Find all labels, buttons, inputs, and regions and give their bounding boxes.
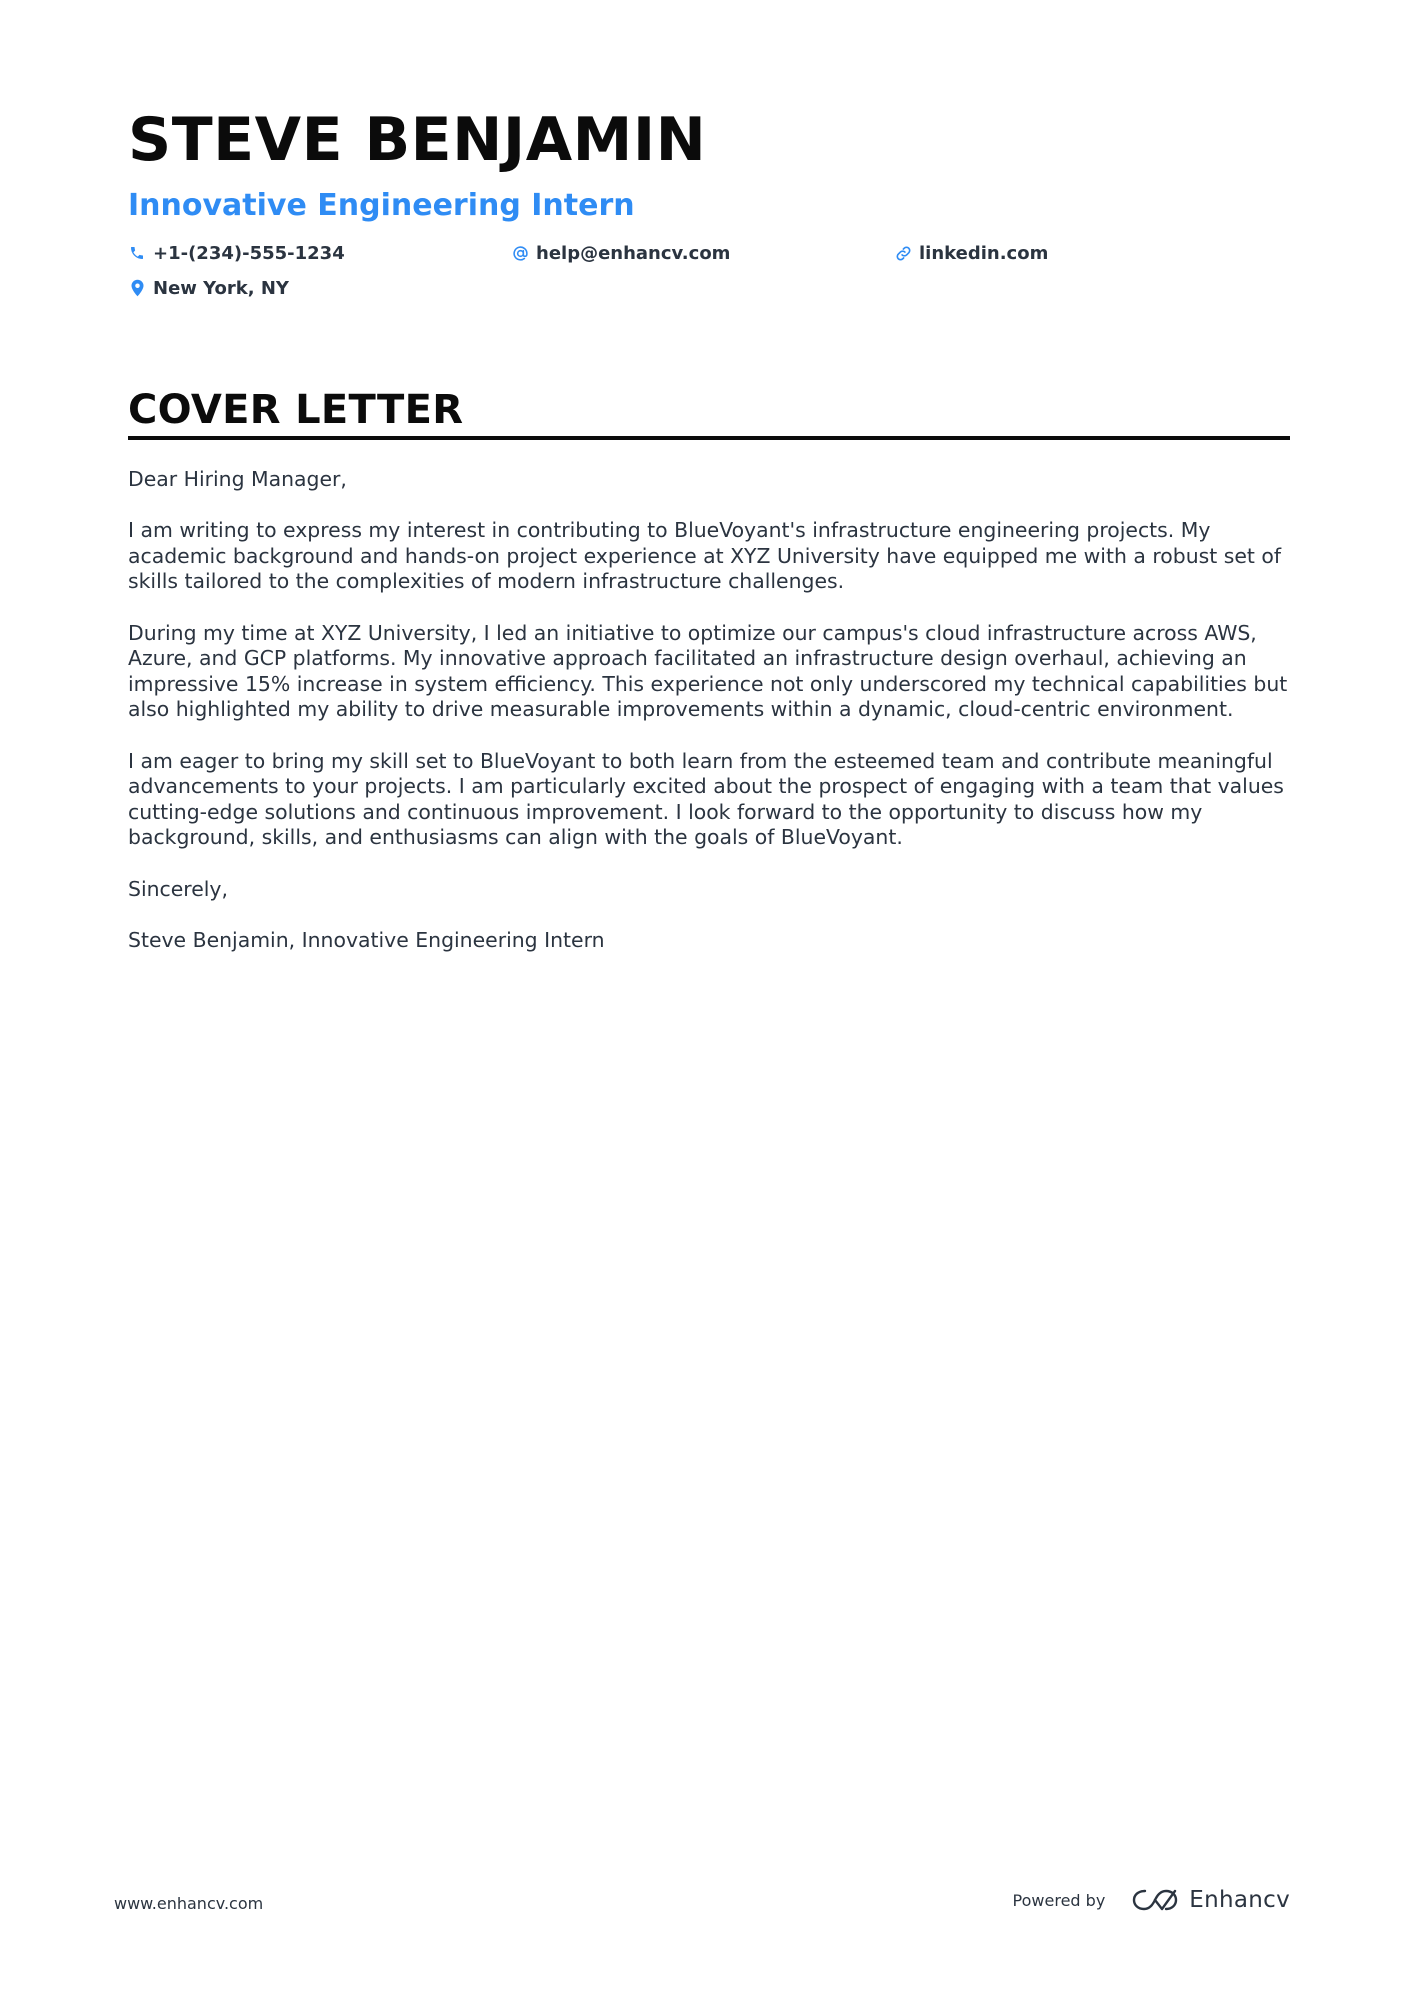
location-pin-icon: [128, 279, 146, 297]
section-title: COVER LETTER: [128, 387, 464, 433]
letter-greeting: Dear Hiring Manager,: [128, 467, 347, 491]
contact-link-text[interactable]: linkedin.com: [919, 242, 1049, 264]
contact-location-text: New York, NY: [153, 277, 289, 299]
contact-link[interactable]: [894, 240, 1048, 266]
section-divider: [128, 436, 1290, 440]
contact-phone: [128, 240, 345, 266]
footer-branding[interactable]: [1013, 1880, 1290, 1920]
candidate-role: Innovative Engineering Intern: [128, 188, 635, 223]
phone-icon: [128, 244, 146, 262]
at-icon: [511, 244, 529, 262]
footer-website[interactable]: www.enhancv.com: [114, 1894, 264, 1913]
letter-closing: Sincerely,: [128, 876, 228, 901]
letter-signature: Steve Benjamin, Innovative Engineering Intern: [128, 927, 605, 952]
contact-phone-text: +1-(234)-555-1234: [153, 242, 345, 264]
powered-by-label: Powered by: [1012, 1890, 1106, 1910]
contact-email[interactable]: [511, 240, 730, 266]
candidate-name: STEVE BENJAMIN: [128, 105, 707, 175]
letter-body: [128, 467, 1293, 979]
contact-email-text[interactable]: help@enhancv.com: [536, 242, 731, 264]
link-icon: [894, 244, 912, 262]
contact-info: [128, 240, 1288, 310]
contact-location: [128, 275, 289, 301]
brand-name: Enhancv: [1189, 1887, 1290, 1913]
letter-paragraph: I am eager to bring my skill set to BlueVoyant to both learn from the esteemed team and contribute meaningful advancements to your projects. I am particularly excited about the prospect of engaging with a team that values cutting-edge solutions and continuous improvement. I look forward to the opportunity to discuss how my background, skills, and enthusiasms can align with the goals of BlueVoyant.: [128, 748, 1284, 850]
letter-paragraph: I am writing to express my interest in contributing to BlueVoyant's infrastructure engineering projects. My academic background and hands-on project experience at XYZ University have equipped me with a robust set of skills tailored to the complexities of modern infrastructure challenges.: [128, 518, 1282, 594]
enhancv-logo-icon: [1131, 1887, 1179, 1913]
letter-paragraph: During my time at XYZ University, I led an initiative to optimize our campus's cloud infrastructure across AWS, Azure, and GCP platforms. My innovative approach facilitated an infrastructure design overhaul, achieving an impressive 15% increase in system efficiency. This experience not only underscored my technical capabilities but also highlighted my ability to drive measurable improvements within a dynamic, cloud-centric environment.: [128, 620, 1288, 722]
